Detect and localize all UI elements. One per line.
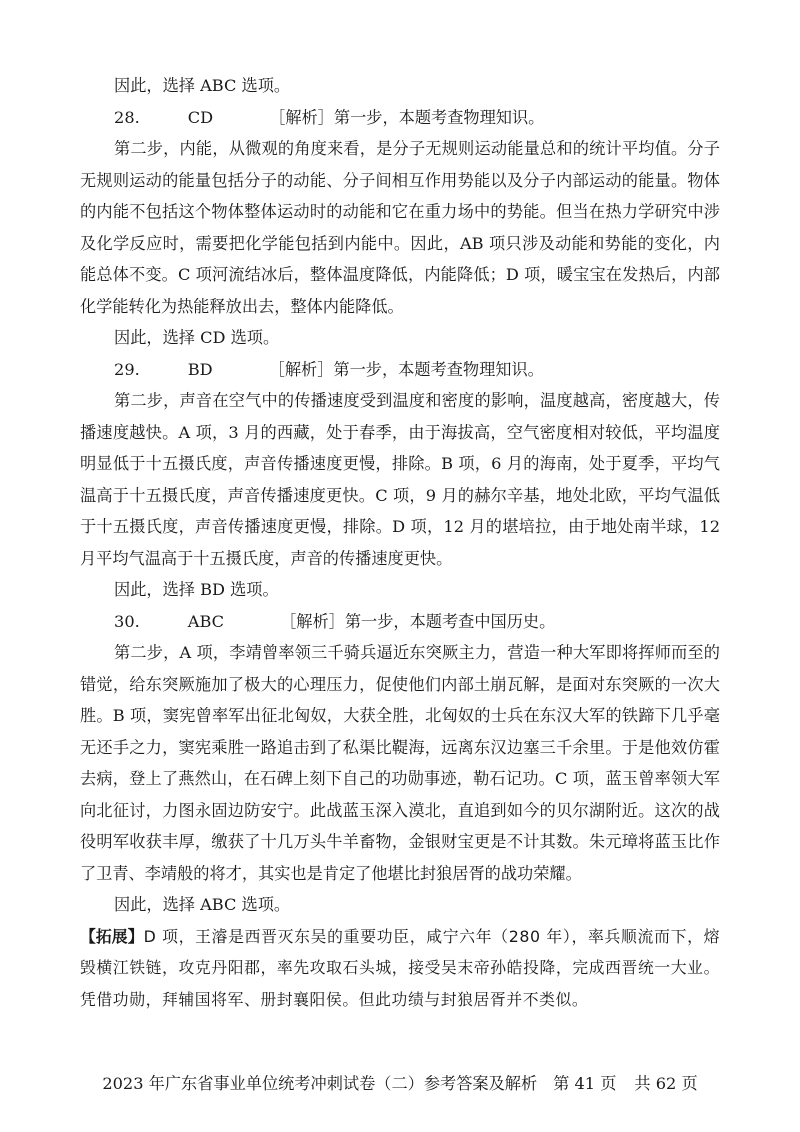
question-number: 29.	[114, 359, 140, 379]
question-29-heading	[80, 354, 720, 386]
extension-text: D 项，王濬是西晋灭东吴的重要功臣，咸宁六年（280 年），率兵顺流而下，熔毁横江铁链，攻克丹阳郡，率先攻取石头城，接受吴末帝孙皓投降，完成西晋统一大业。凭借功勋，拜辅国将军、册封襄阳侯。但此功绩与封狼居胥并不类似。	[80, 926, 720, 1009]
page-body	[80, 70, 720, 1015]
analysis-paragraph: 第二步，A 项，李靖曾率领三千骑兵逼近东突厥主力，营造一种大军即将挥师而至的错觉，给东突厥施加了极大的心理压力，促使他们内部土崩瓦解，是面对东突厥的一次大胜。B 项，窦宪曾率军出征北匈奴，大获全胜，北匈奴的士兵在东汉大军的铁蹄下几乎毫无还手之力，窦宪乘胜一路追击到了私渠比鞮海，远离东汉边塞三千余里。于是他效仿霍去病，登上了燕然山，在石碑上刻下自己的功勋事迹，勒石记功。C 项，蓝玉曾率领大军向北征讨，力图永固边防安宁。此战蓝玉深入漠北，直追到如今的贝尔湖附近。这次的战役明军收获丰厚，缴获了十几万头牛羊畜物，金银财宝更是不计其数。朱元璋将蓝玉比作了卫青、李靖般的将才，其实也是肯定了他堪比封狼居胥的战功荣耀。	[80, 643, 720, 883]
conclusion-paragraph: 因此，选择 CD 选项。	[114, 328, 280, 347]
page-footer	[0, 1070, 800, 1094]
analysis-label: ［解析］第一步，本题考查物理知识。	[268, 359, 544, 379]
extension-paragraph	[80, 921, 720, 1016]
question-number: 30.	[114, 611, 140, 631]
question-number: 28.	[114, 107, 140, 127]
question-answer: BD	[187, 359, 213, 379]
analysis-label: ［解析］第一步，本题考查物理知识。	[269, 107, 545, 127]
footer-page-total: 共 62 页	[634, 1074, 698, 1093]
extension-label: 【拓展】	[80, 926, 144, 946]
conclusion-paragraph: 因此，选择 ABC 选项。	[114, 895, 291, 914]
question-answer: ABC	[187, 611, 225, 631]
question-28-heading	[80, 102, 720, 134]
analysis-paragraph: 第二步，声音在空气中的传播速度受到温度和密度的影响，温度越高，密度越大，传播速度越快。A 项，3 月的西藏，处于春季，由于海拔高，空气密度相对较低，平均温度明显低于十五摄氏度，声音传播速度更慢，排除。B 项，6 月的海南，处于夏季，平均气温高于十五摄氏度，声音传播速度更快。C 项，9 月的赫尔辛基，地处北欧，平均气温低于十五摄氏度，声音传播速度更慢，排除。D 项，12 月的堪培拉，由于地处南半球，12 月平均气温高于十五摄氏度，声音的传播速度更快。	[80, 391, 720, 568]
question-30-heading	[80, 606, 720, 638]
analysis-paragraph: 第二步，内能，从微观的角度来看，是分子无规则运动能量总和的统计平均值。分子无规则运动的能量包括分子的动能、分子间相互作用势能以及分子内部运动的能量。物体的内能不包括这个物体整体运动时的动能和它在重力场中的势能。但当在热力学研究中涉及化学反应时，需要把化学能包括到内能中。因此，AB 项只涉及动能和势能的变化，内能总体不变。C 项河流结冰后，整体温度降低，内能降低；D 项，暖宝宝在发热后，内部化学能转化为热能释放出去，整体内能降低。	[80, 139, 720, 316]
question-answer: CD	[187, 107, 214, 127]
conclusion-paragraph: 因此，选择 ABC 选项。	[114, 76, 291, 95]
footer-page-number: 第 41 页	[553, 1074, 617, 1093]
footer-title: 2023 年广东省事业单位统考冲刺试卷（二）参考答案及解析	[102, 1074, 538, 1093]
analysis-label: ［解析］第一步，本题考查中国历史。	[280, 611, 556, 631]
conclusion-paragraph: 因此，选择 BD 选项。	[114, 580, 279, 599]
